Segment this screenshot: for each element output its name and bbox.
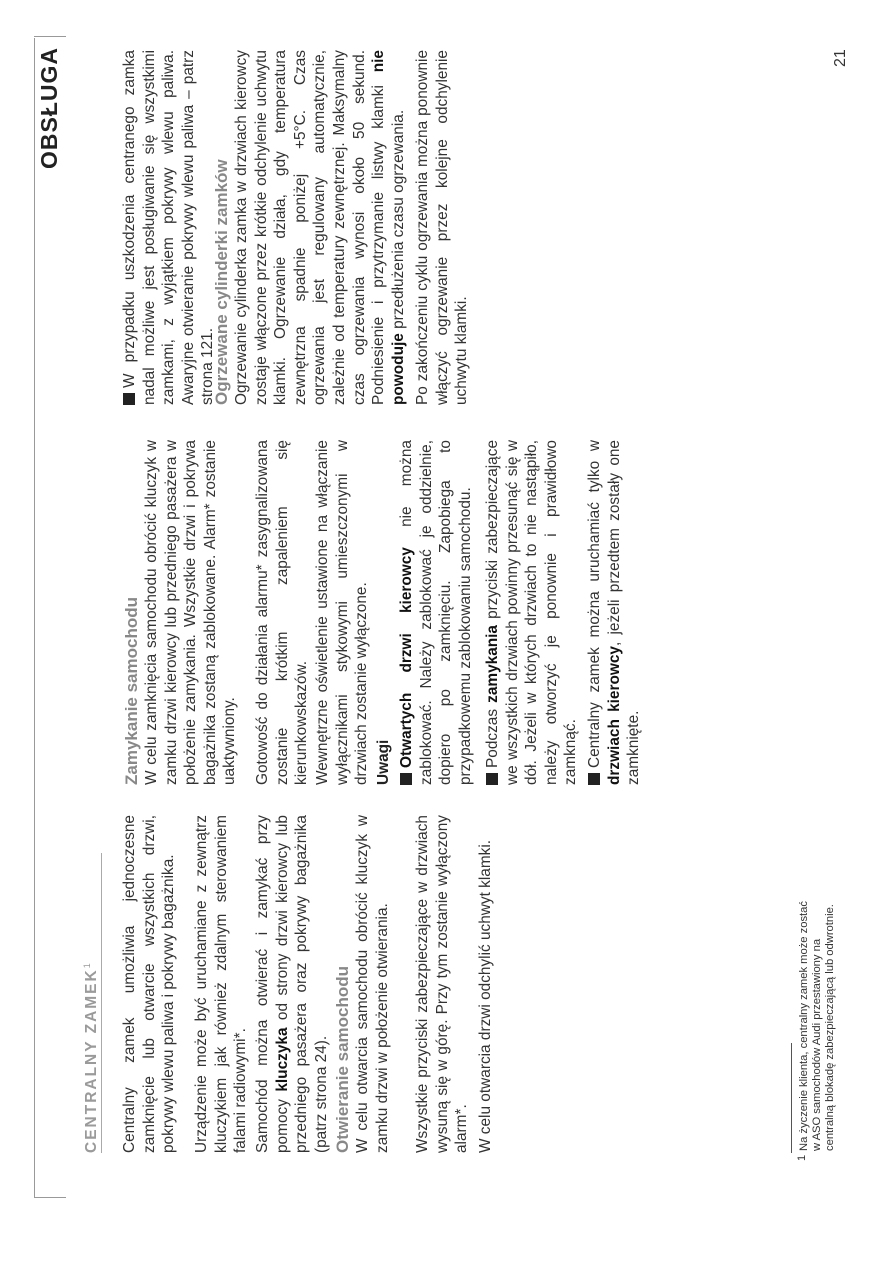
col3-paragraph-3: Po zakończeniu cyklu ogrzewania można ponownie włączyć ogrzewanie przez kolejne odchylenie uchwytu klamki. [414,50,471,405]
note-bullet-3 [588,773,600,785]
col1-p3-text-c: od strony drzwi kierowcy lub przedniego pasażera oraz pokrywy bagażnika (patrz strona 24). [273,815,330,1153]
heading-otwieranie: Otwieranie samochodu [333,965,352,1153]
footnote-text: Na życzenie klienta, centralny zamek może zostać w ASO samochodów Audi przestawiony na centralną blokadę zabezpieczającą lub odwrotnie. [798,901,836,1151]
footnote-rule [791,1043,792,1153]
col2-paragraph-1: W celu zamknięcia samochodu obrócić kluczyk w zamku drzwi kierowcy lub przedniego pasażera w położenie zamykania. Wszystkie drzwi i pokrywa bagażnika zostaną zablokowane. Alarm* zostanie uaktywniony. [143,440,239,785]
note-bullet-2 [486,773,498,785]
col1-paragraph-6: W celu otwarcia drzwi odchylić uchwyt klamki. [477,839,494,1153]
note-3-text-c: , jeżeli przedtem zostały one zamknięte. [605,440,643,785]
note-3 [585,440,644,785]
note-1-bold: Otwartych drzwi kierowcy [398,547,415,768]
note-3-text-a: Centralny zamek można uruchamiać tylko w [586,440,603,768]
note-2 [483,440,581,785]
col1-paragraph-5: Wszystkie przyciski zabezpieczające w drzwiach wysuną się w górę. Przy tym zostanie wyłączony alarm*. [414,815,471,1153]
col1-p3-text-a: Samochód można otwierać i zamykać przy pomocy [254,815,291,1153]
col3-p2-text-a: Ogrzewanie cylinderka zamka w drzwiach kierowcy zostaje włączone przez krótkie odchylenie uchwytu klamki. Ogrzewanie działa, gdy temperatura zewnętrzna spadnie poniżej +5°C. Czas ogrzewania jest regulowany automatycznie, zależnie od temperatury zewnętrznej. Maksymalny czas ogrzewania wynosi około 50 sekund. Podniesienie i przytrzymanie listwy klamki [233,50,388,405]
header-box [34,36,66,1198]
heading-zamykanie: Zamykanie samochodu [122,596,141,785]
col3-paragraph-1 [120,50,218,405]
col3-p2-text-c: przedłużenia czasu ogrzewania. [389,109,407,334]
col2-paragraph-2: Gotowość do działania alarmu* zasygnalizowana zostanie krótkim zapaleniem się kierunkowskazów. [254,440,311,785]
col3-paragraph-2 [232,50,408,405]
footnote-number: 1 [796,1154,808,1161]
heading-ogrzewane: Ogrzewane cylinderki zamków [212,159,231,405]
section-underline [101,853,102,1153]
note-2-text-a: Podczas [484,702,501,768]
col1-p3-bold: kluczyka [273,1027,291,1092]
col1-paragraph-4: W celu otwarcia samochodu obrócić kluczyk w zamku drzwi w położenie otwierania. [354,815,391,1153]
section-title-text: CENTRALNY ZAMEK [83,968,101,1153]
note-1-text: nie można zablokować. Należy zablokować je oddzielnie, dopiero po zamknięciu. Zapobiega to przypadkowemu zablokowaniu samochodu. [398,440,474,785]
col3-p2-bold: nie powoduje [370,50,407,405]
note-2-bold: zamykania [484,625,501,703]
section-title-footnote-mark: 1 [82,963,92,969]
col1-paragraph-2: Urządzenie może być uruchamiane z zewnątrz kluczykiem jak również zdalnym sterowaniem falami radiowymi*. [193,815,250,1153]
page-number: 21 [832,49,849,67]
note-2-text-c: przyciski zabezpieczające we wszystkich drzwiach powinny przesunąć się w dół. Jeżeli w których drzwiach to nie nastąpiło, należy otworzyć je ponownie i prawidłowo zamknąć. [484,440,580,785]
note-1 [397,440,475,785]
header-title: OBSŁUGA [36,47,62,169]
col3-bullet [123,393,135,405]
note-bullet-1 [400,773,412,785]
section-title [82,963,101,1153]
col1-paragraph-3 [253,815,331,1153]
col2-paragraph-3: Wewnętrzne oświetlenie ustawione na włączanie wyłącznikami stykowymi umieszczonymi w drzwiach zostanie wyłączone. [314,440,371,785]
heading-uwagi: Uwagi [375,739,392,785]
col1-paragraph-1: Centralny zamek umożliwia jednoczesne zamknięcie lub otwarcie wszystkich drzwi, pokrywy wlewu paliwa i pokrywy bagażnika. [121,815,178,1153]
note-3-bold: drzwiach kierowcy [605,646,623,785]
col3-p1-text: W przypadku uszkodzenia centranego zamka nadal możliwe jest posługiwanie się wszystkimi zamkami, z wyjątkiem pokrywy wlewu paliwa. Awaryjne otwieranie pokrywy wlewu paliwa – patrz strona 121. [121,50,217,405]
